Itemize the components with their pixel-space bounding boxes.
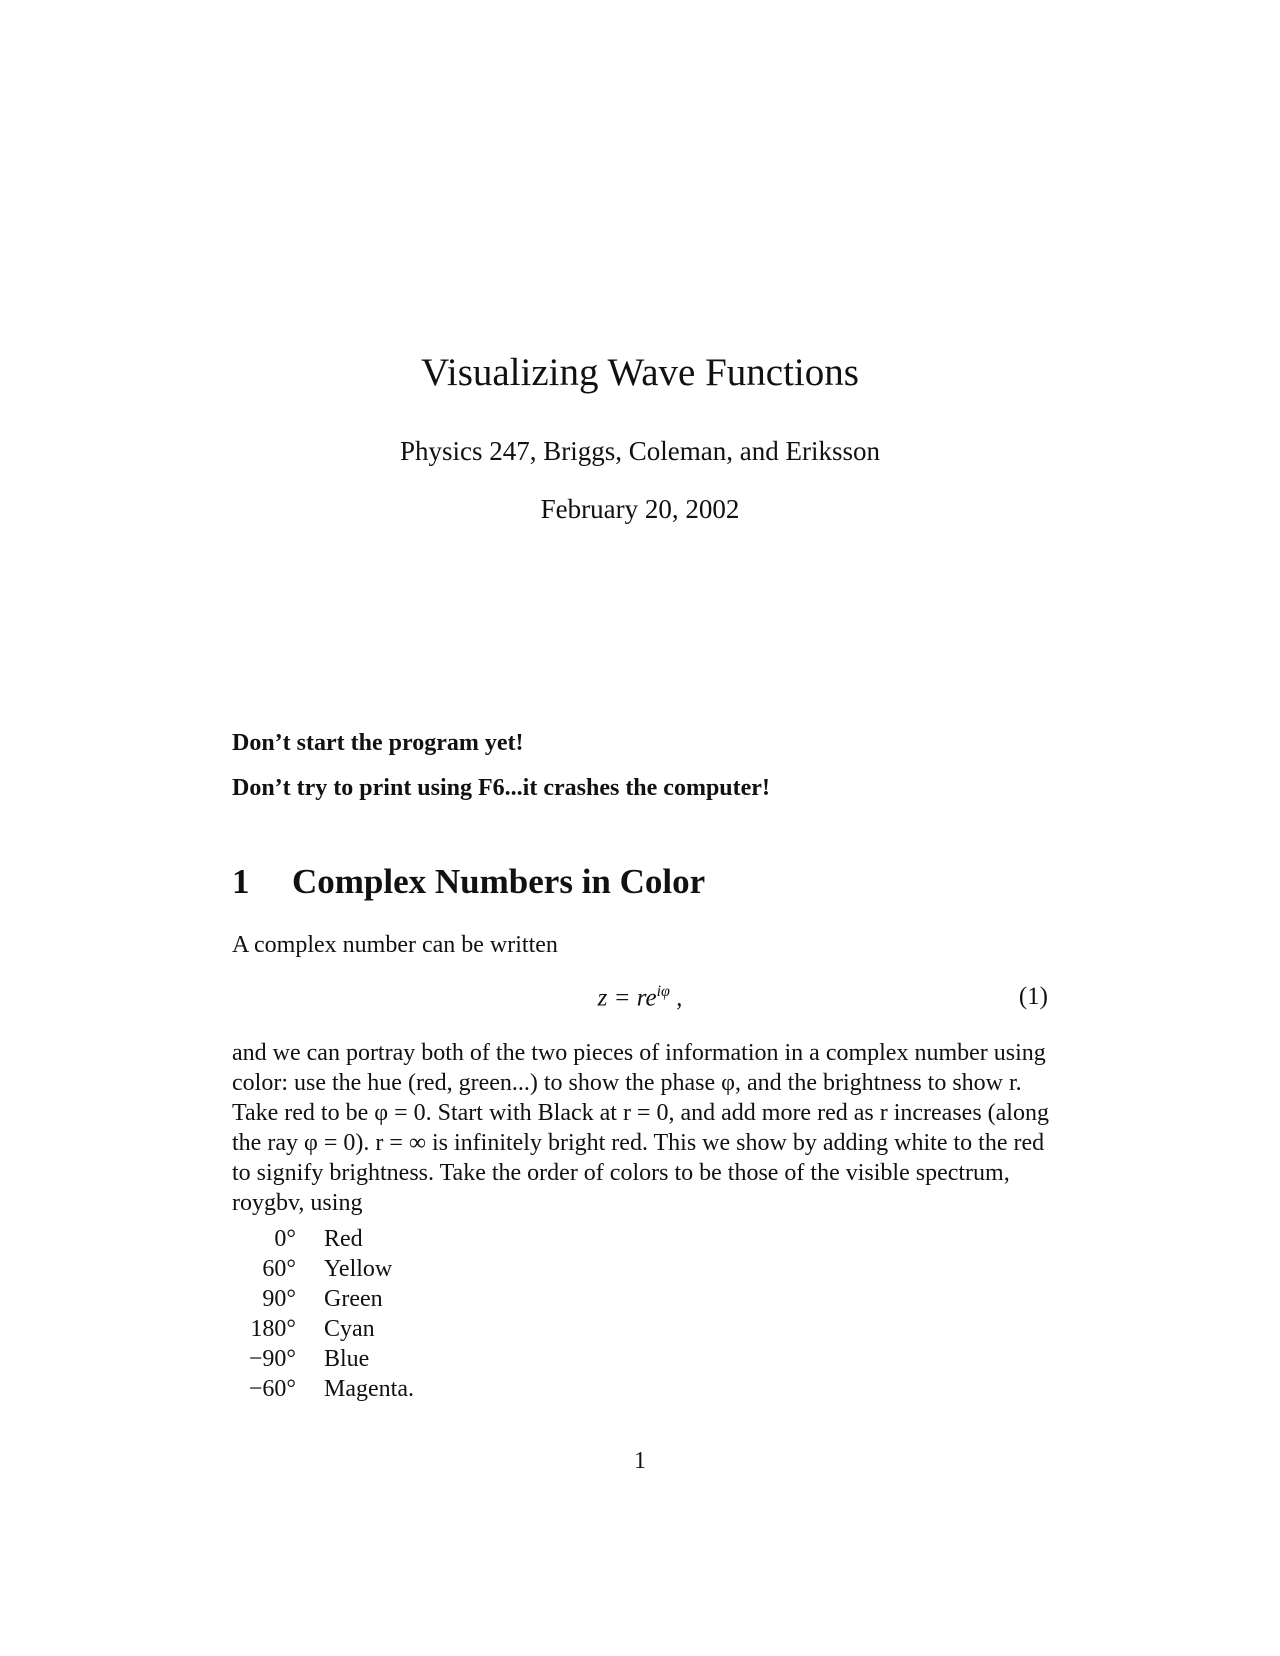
equation-superscript: iφ bbox=[656, 983, 670, 1000]
angle-cell: 60° bbox=[262, 1256, 296, 1282]
intro-paragraph: A complex number can be written bbox=[232, 932, 558, 958]
section-heading bbox=[232, 862, 705, 902]
color-cell: Blue bbox=[324, 1346, 370, 1372]
color-cell: Green bbox=[324, 1286, 383, 1312]
equation-label: (1) bbox=[1018, 983, 1048, 1010]
color-cell: Red bbox=[324, 1226, 363, 1252]
angle-cell: −60° bbox=[248, 1376, 296, 1402]
hue-angle-table bbox=[232, 1224, 414, 1404]
document-authors: Physics 247, Briggs, Coleman, and Eriksson bbox=[400, 436, 880, 466]
angle-cell: −90° bbox=[248, 1346, 296, 1372]
color-cell: Magenta. bbox=[324, 1376, 414, 1402]
warning-start-program: Don’t start the program yet! bbox=[232, 730, 524, 756]
angle-cell: 0° bbox=[274, 1226, 296, 1252]
document-title: Visualizing Wave Functions bbox=[421, 351, 859, 394]
table-row bbox=[232, 1224, 414, 1254]
equation-lhs: z = re bbox=[597, 984, 657, 1012]
color-cell: Yellow bbox=[324, 1256, 393, 1282]
page-number: 1 bbox=[634, 1448, 646, 1474]
section-number: 1 bbox=[232, 862, 250, 901]
equation-expression bbox=[232, 983, 1048, 1012]
angle-cell: 180° bbox=[250, 1316, 296, 1342]
table-row bbox=[232, 1314, 414, 1344]
table-row bbox=[232, 1344, 414, 1374]
warning-print-f6: Don’t try to print using F6...it crashes the computer! bbox=[232, 775, 770, 801]
color-cell: Cyan bbox=[324, 1316, 375, 1342]
body-paragraph: and we can portray both of the two pieces of information in a complex number using color: use the hue (red, green...) to show the phase φ, and the brightness to show r. Take red to be φ = 0. Start with Black at r = 0, and add more red as r increases (along the ray φ = 0). r = ∞ is infinitely bright red. This we show by adding white to the red to signify brightness. Take the order of colors to be those of the visible spectrum, roygbv, using bbox=[232, 1040, 1049, 1216]
table-row bbox=[232, 1284, 414, 1314]
document-date: February 20, 2002 bbox=[540, 494, 740, 524]
table-row bbox=[232, 1374, 414, 1404]
equation-trail: , bbox=[669, 984, 683, 1012]
angle-cell: 90° bbox=[262, 1286, 296, 1312]
equation-1 bbox=[232, 983, 1048, 1019]
table-row bbox=[232, 1254, 414, 1284]
section-title: Complex Numbers in Color bbox=[292, 862, 706, 901]
